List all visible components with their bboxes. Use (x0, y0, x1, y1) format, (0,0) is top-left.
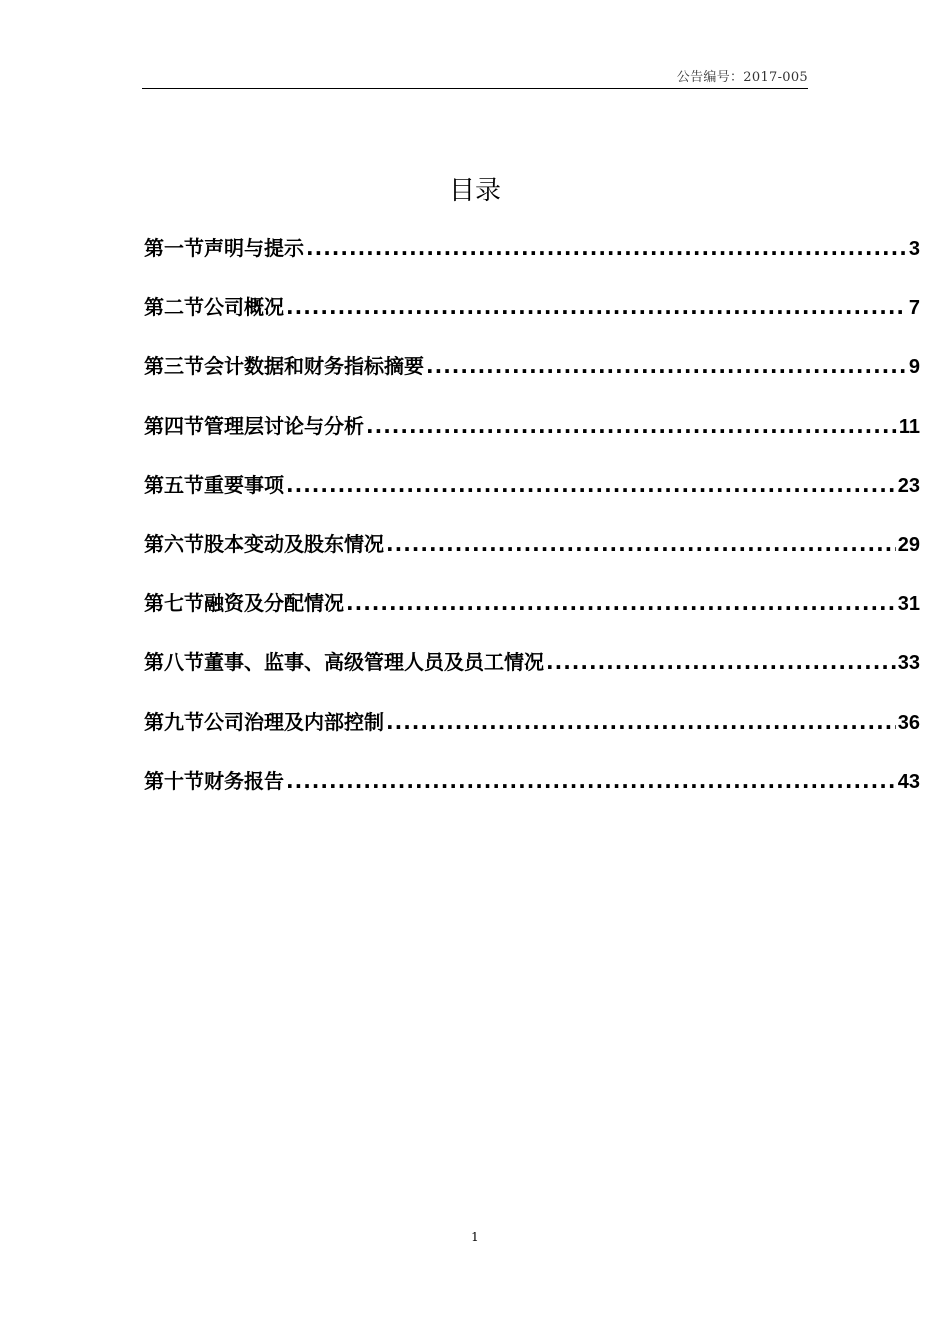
footer-page-number: 1 (471, 1230, 479, 1244)
toc-entry-page: 7 (908, 297, 920, 320)
toc-entry-label: 第一节声明与提示 (144, 236, 304, 260)
toc-entry-label: 第五节重要事项 (144, 472, 284, 497)
toc-entry-4[interactable] (144, 410, 920, 469)
dot-leader (386, 710, 896, 734)
toc-entry-label: 第九节公司治理及内部控制 (144, 709, 384, 734)
announcement-number: 公告编号：2017-005 (676, 70, 808, 85)
toc-entry-page: 36 (897, 711, 920, 734)
dot-leader (306, 236, 907, 260)
toc-entry-label: 第六节股本变动及股东情况 (144, 531, 384, 556)
toc-entry-label: 第三节会计数据和财务指标摘要 (144, 354, 424, 379)
toc-entry-label: 第十节财务报告 (144, 768, 284, 793)
toc-title: 目录 (448, 176, 501, 206)
dot-leader (286, 295, 907, 319)
toc-entry-page: 3 (908, 238, 920, 260)
toc-entry-5[interactable] (144, 469, 920, 528)
dot-leader (346, 591, 896, 615)
toc-entry-9[interactable] (144, 706, 920, 765)
toc-entry-8[interactable] (144, 646, 920, 705)
page-header (142, 66, 808, 89)
toc-entry-label: 第八节董事、监事、高级管理人员及员工情况 (144, 650, 544, 675)
toc-entry-page: 9 (908, 356, 920, 379)
toc-entry-label: 第七节融资及分配情况 (144, 591, 344, 616)
toc-entry-label: 第四节管理层讨论与分析 (144, 413, 364, 438)
dot-leader (546, 650, 896, 674)
toc-entry-10[interactable] (144, 765, 920, 824)
dot-leader (286, 473, 896, 497)
table-of-contents (144, 232, 920, 824)
toc-entry-6[interactable] (144, 528, 920, 587)
dot-leader (286, 769, 896, 793)
toc-entry-page: 23 (897, 474, 920, 497)
toc-entry-1[interactable] (144, 232, 920, 291)
toc-entry-page: 31 (897, 593, 920, 616)
toc-entry-page: 29 (897, 533, 920, 556)
dot-leader (366, 414, 897, 438)
dot-leader (426, 354, 907, 378)
toc-entry-2[interactable] (144, 291, 920, 350)
dot-leader (386, 532, 896, 556)
toc-entry-7[interactable] (144, 587, 920, 646)
toc-entry-page: 11 (898, 415, 920, 438)
toc-entry-page: 33 (897, 652, 920, 675)
toc-entry-label: 第二节公司概况 (144, 295, 284, 320)
toc-entry-3[interactable] (144, 350, 920, 409)
toc-entry-page: 43 (897, 770, 920, 793)
